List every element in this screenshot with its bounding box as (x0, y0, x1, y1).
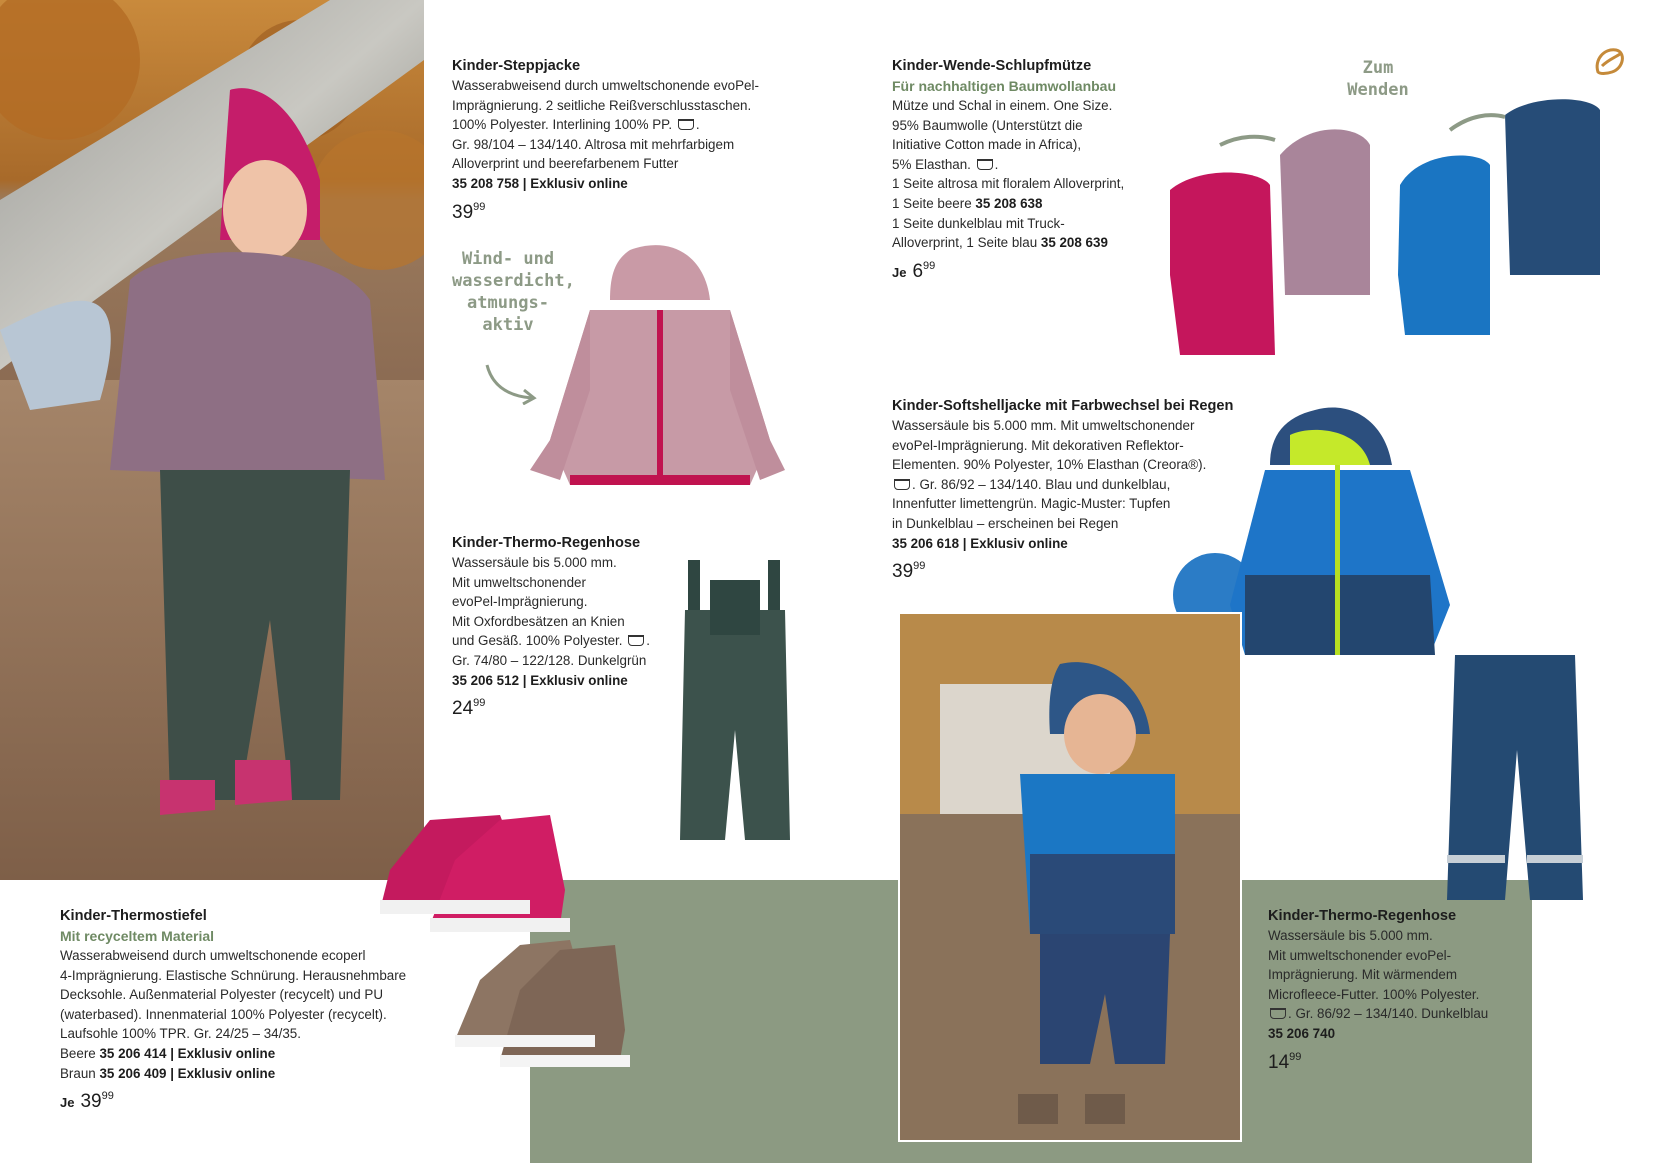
description-line: Wasserabweisend durch umweltschonende ecoperl (60, 948, 366, 963)
price-cents: 99 (473, 697, 486, 710)
sku-number: 35 208 638 (975, 195, 1043, 211)
callout-line: Wind- und (461, 249, 555, 269)
product-subtitle: Mit recyceltem Material (60, 928, 215, 944)
photo-child-playground (0, 0, 424, 880)
description-line: Wassersäule bis 5.000 mm. Mit umweltschonender (892, 418, 1195, 433)
description-line: (waterbased). Innenmaterial 100% Polyester (recycelt). (60, 1006, 387, 1022)
description-line (892, 475, 1233, 495)
description-line: in Dunkelblau – erscheinen bei Regen (892, 515, 1119, 531)
description-line: Imprägnierung. Mit wärmendem (1268, 967, 1458, 983)
description-line: Innenfutter limettengrün. Magic-Muster: Tupfen (892, 496, 1171, 512)
wash-care-icon (678, 119, 694, 130)
product-title: Kinder-Softshelljacke mit Farbwechsel bei Regen (892, 398, 1234, 414)
description-line: 4-Imprägnierung. Elastische Schnürung. Herausnehmbare (60, 967, 407, 983)
description-line (892, 233, 1124, 253)
description-line: Imprägnierung. 2 seitliche Reißverschlusstaschen. (452, 97, 752, 113)
price-cents: 99 (913, 560, 926, 573)
description-line: Gr. 74/80 – 122/128. Dunkelgrün (452, 652, 647, 668)
description-line: evoPel-Imprägnierung. (452, 594, 588, 610)
description-line: Mit umweltschonender evoPel- (1268, 947, 1452, 963)
description-line: Mit Oxfordbesätzen an Knien (452, 613, 625, 629)
reversible-hats-illustration (1160, 95, 1620, 365)
product-title: Kinder-Thermo-Regenhose (452, 535, 641, 551)
sku-number: 35 206 409 | Exklusiv online (99, 1065, 276, 1081)
photo-boy-rain-illustration (900, 614, 1242, 1142)
price-cents: 99 (101, 1090, 114, 1103)
blue-rain-pants-illustration (1445, 650, 1585, 905)
product-thermohose-gruen (452, 533, 650, 719)
product-steppjacke (452, 56, 759, 222)
price-main: 39 (452, 201, 474, 223)
price-main: 39 (80, 1091, 102, 1113)
price-je: Je (60, 1095, 75, 1111)
coffee-bean-logo-icon (1590, 42, 1630, 82)
product-muetze (892, 56, 1124, 282)
description-line: 95% Baumwolle (Unterstützt die (892, 117, 1083, 133)
description-line: und Gesäß. 100% Polyester. . (452, 633, 650, 649)
description-text: Alloverprint, 1 Seite blau (892, 235, 1041, 251)
price-main: 6 (912, 260, 924, 282)
description-text: und Gesäß. 100% Polyester. (452, 633, 623, 649)
wash-care-icon (1270, 1008, 1286, 1019)
callout-line: Wenden (1347, 80, 1409, 100)
product-title: Kinder-Thermo-Regenhose (1268, 908, 1457, 924)
description-line: Mütze und Schal in einem. One Size. (892, 98, 1113, 113)
sku-number: 35 206 618 | Exklusiv online (892, 535, 1068, 551)
green-bib-pants-illustration (670, 560, 800, 850)
price (892, 257, 1124, 283)
price-main: 39 (892, 561, 914, 583)
description-line (60, 1044, 406, 1064)
price (452, 198, 759, 223)
description-line: Mit umweltschonender (452, 574, 586, 590)
callout-line: Zum (1362, 58, 1394, 78)
callout-wind-wasserdicht (452, 248, 575, 336)
variant-label: Beere (60, 1045, 100, 1061)
description-line (1268, 1004, 1488, 1024)
callout-line: atmungs- (467, 293, 549, 313)
description-line: Wasserabweisend durch umweltschonende evoPel- (452, 78, 759, 93)
arrow-icon (482, 360, 542, 405)
product-thermohose-gruen-image (670, 560, 800, 850)
price-cents: 99 (1289, 1050, 1302, 1063)
product-title: Kinder-Steppjacke (452, 58, 581, 74)
price-main: 24 (452, 698, 474, 720)
description-line: 100% Polyester. Interlining 100% PP. . (452, 117, 700, 133)
price-cents: 99 (923, 259, 936, 272)
product-softshelljacke (892, 396, 1233, 582)
photo-child-playground-illustration (0, 0, 424, 880)
sku-number: 35 206 414 | Exklusiv online (99, 1045, 276, 1061)
description-line (60, 1064, 406, 1084)
variant-label: Braun (60, 1065, 100, 1081)
description-text: . Gr. 86/92 – 134/140. Dunkelblau (1288, 1006, 1489, 1022)
sku-number: 35 208 758 | Exklusiv online (452, 175, 628, 191)
price (1268, 1048, 1488, 1073)
description-line: evoPel-Imprägnierung. Mit dekorativen Reflektor- (892, 437, 1184, 453)
callout-line: aktiv (482, 315, 534, 335)
description-text: 1 Seite beere (892, 195, 976, 211)
price-main: 14 (1268, 1051, 1290, 1073)
sku-number: 35 206 512 | Exklusiv online (452, 672, 628, 688)
description-line: Initiative Cotton made in Africa), (892, 137, 1082, 153)
description-line: 1 Seite altrosa mit floralem Alloverprint, (892, 176, 1125, 192)
price (892, 557, 1233, 582)
sku-number: 35 208 639 (1040, 235, 1108, 251)
description-line (892, 194, 1124, 214)
wash-care-icon (977, 159, 993, 170)
product-thermohose-blau-image (1445, 650, 1585, 905)
photo-boy-rain (898, 612, 1242, 1142)
price-je: Je (892, 264, 907, 280)
wash-care-icon (628, 635, 644, 646)
price (60, 1087, 406, 1113)
description-line: 1 Seite dunkelblau mit Truck- (892, 215, 1065, 231)
price (452, 694, 650, 719)
sku-number: 35 206 740 (1268, 1025, 1336, 1041)
callout-line: wasserdicht, (452, 271, 575, 291)
description-text: . Gr. 86/92 – 134/140. Blau und dunkelblau, (912, 476, 1171, 492)
wash-care-icon (894, 479, 910, 490)
description-line: Alloverprint und beerefarbenem Futter (452, 156, 679, 172)
description-line: Wassersäule bis 5.000 mm. (1268, 928, 1433, 943)
description-line: Decksohle. Außenmaterial Polyester (recycelt) und PU (60, 987, 383, 1003)
brand-logo (1590, 42, 1630, 82)
description-line: 5% Elasthan. . (892, 156, 999, 172)
product-thermostiefel (60, 906, 406, 1113)
description-text: 5% Elasthan. (892, 156, 971, 172)
description-text: 100% Polyester. Interlining 100% PP. (452, 117, 673, 133)
description-line: Laufsohle 100% TPR. Gr. 24/25 – 34/35. (60, 1026, 301, 1042)
callout-zum-wenden (1342, 57, 1414, 101)
product-title: Kinder-Thermostiefel (60, 908, 207, 924)
description-line: Microfleece-Futter. 100% Polyester. (1268, 986, 1480, 1002)
product-subtitle: Für nachhaltigen Baumwollanbau (892, 78, 1117, 94)
description-line: Elementen. 90% Polyester, 10% Elasthan (Creora®). (892, 457, 1207, 473)
product-muetzen-image (1160, 95, 1620, 365)
description-line: Wassersäule bis 5.000 mm. (452, 555, 617, 570)
description-line: Gr. 98/104 – 134/140. Altrosa mit mehrfarbigem (452, 136, 735, 152)
product-title: Kinder-Wende-Schlupfmütze (892, 58, 1092, 74)
price-cents: 99 (473, 200, 486, 213)
product-thermohose-blau (1268, 906, 1488, 1072)
